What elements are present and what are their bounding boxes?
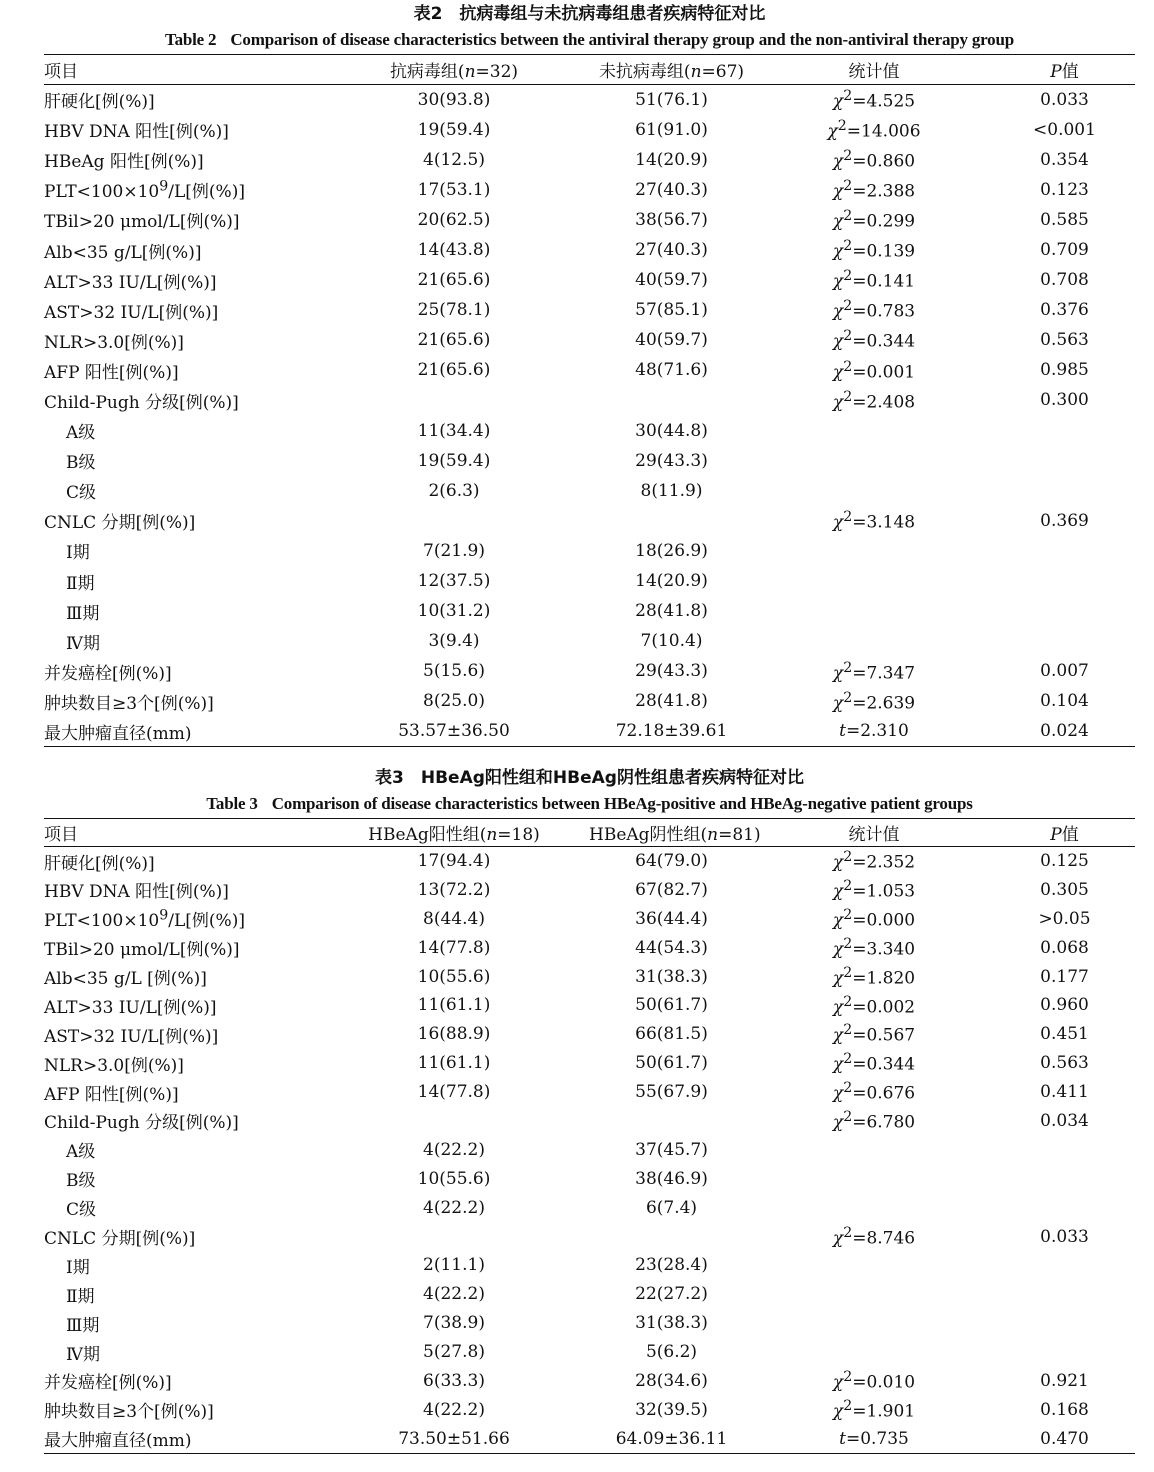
p-value: 0.563 xyxy=(1040,330,1089,351)
row-label: $PLT<100\times 10^9/L$[例(%)] xyxy=(44,907,245,932)
table-row xyxy=(44,847,1135,876)
group1-value: 12(37.5) xyxy=(417,571,491,592)
p-value: <0.001 xyxy=(1033,119,1096,140)
row-label: Ⅲ期 xyxy=(66,1315,100,1336)
row-label: CNLC 分期[例(%)] xyxy=(44,513,196,534)
table-row xyxy=(44,686,1135,716)
p-value xyxy=(994,1193,1135,1222)
statistic-value: $\chi^2=4.525$ xyxy=(832,87,916,112)
group1-value: 14(43.8) xyxy=(417,240,491,261)
statistic-value: $\chi^2=8.746$ xyxy=(832,1224,916,1249)
statistic-value xyxy=(754,536,994,566)
group1-value xyxy=(319,506,589,536)
table-row xyxy=(44,446,1135,476)
group1-value: 14(77.8) xyxy=(417,937,491,958)
group2-value: 7(10.4) xyxy=(640,631,703,652)
table-row xyxy=(44,536,1135,566)
p-value: 0.033 xyxy=(1040,89,1089,110)
row-label: Ⅱ期 xyxy=(66,573,95,594)
table2-label: Table 2 xyxy=(165,30,217,49)
statistic-value: $\chi^2=2.352$ xyxy=(832,849,916,874)
statistic-value xyxy=(754,1135,994,1164)
table-row xyxy=(44,175,1135,205)
p-value: 0.451 xyxy=(1040,1024,1089,1045)
table-row xyxy=(44,904,1135,933)
statistic-value: $\chi^2=1.053$ xyxy=(832,878,916,902)
table-row xyxy=(44,1338,1135,1367)
group1-value xyxy=(319,1222,589,1251)
group1-value: 4(22.2) xyxy=(423,1284,485,1305)
group1-value: 3(9.4) xyxy=(428,631,480,652)
group1-value: 11(61.1) xyxy=(417,1053,491,1074)
row-label: $PLT<100\times 10^9/L$[例(%)] xyxy=(44,178,245,203)
group2-value: 61(91.0) xyxy=(635,119,708,140)
p-value xyxy=(994,416,1135,446)
table2-header-item: 项目 xyxy=(44,62,78,82)
table3-label: Table 3 xyxy=(206,794,258,813)
table-row xyxy=(44,1424,1135,1453)
p-value: 0.300 xyxy=(1040,390,1089,411)
row-label: Ⅳ期 xyxy=(66,633,100,654)
table-row xyxy=(44,1193,1135,1222)
statistic-value: $\chi^2=0.001$ xyxy=(832,358,916,383)
table2-header-non-antiviral: 未抗病毒组(n=67) xyxy=(598,62,745,82)
p-value xyxy=(994,1309,1135,1338)
table-row xyxy=(44,1078,1135,1107)
statistic-value: $\chi^2=0.344$ xyxy=(832,1051,916,1075)
row-label: HBV DNA 阳性[例(%)] xyxy=(44,122,229,143)
group1-value: 4(22.2) xyxy=(423,1399,485,1420)
row-label: 最大肿瘤直径(mm) xyxy=(44,723,192,744)
group2-value: 57(85.1) xyxy=(635,300,708,321)
group1-value: 10(55.6) xyxy=(417,1168,491,1189)
row-label: TBil>20 μmol/L[例(%)] xyxy=(44,940,240,961)
statistic-value: $\chi^2=0.010$ xyxy=(832,1369,916,1393)
row-label: ALT>33 IU/L[例(%)] xyxy=(44,272,217,293)
statistic-value: $\chi^2=0.002$ xyxy=(832,993,916,1018)
group2-value: 5(6.2) xyxy=(645,1342,698,1363)
group2-value: 18(26.9) xyxy=(635,540,708,561)
p-value xyxy=(994,626,1135,656)
p-value: >0.05 xyxy=(1038,908,1091,929)
p-value: 0.369 xyxy=(1040,510,1089,531)
group1-value: 4(22.2) xyxy=(423,1139,485,1160)
group1-value: 7(38.9) xyxy=(423,1313,485,1334)
table-row xyxy=(44,115,1135,145)
table2-section xyxy=(44,2,1135,747)
table-row xyxy=(44,1135,1135,1164)
group2-value: 67(82.7) xyxy=(635,879,708,900)
group2-value: 6(7.4) xyxy=(645,1197,698,1218)
table-row xyxy=(44,566,1135,596)
row-label: B级 xyxy=(66,453,96,474)
group1-value: 25(78.1) xyxy=(417,300,491,321)
group2-value: 38(56.7) xyxy=(635,209,708,230)
statistic-value: $\chi^2=0.676$ xyxy=(832,1080,916,1104)
table-row xyxy=(44,1020,1135,1049)
p-value: 0.033 xyxy=(1040,1226,1089,1247)
row-label: NLR>3.0[例(%)] xyxy=(44,332,184,353)
statistic-value: $\chi^2=1.901$ xyxy=(832,1398,916,1422)
row-label: Alb<35 g/L[例(%)] xyxy=(44,242,202,263)
table2-body xyxy=(44,85,1135,747)
table-row xyxy=(44,85,1135,115)
group1-value: 14(77.8) xyxy=(417,1082,491,1103)
p-value xyxy=(994,566,1135,596)
group2-value: 31(38.3) xyxy=(635,1313,708,1334)
table-row xyxy=(44,506,1135,536)
table2-header-p-value: P值 xyxy=(1050,62,1079,82)
group2-value: 50(61.7) xyxy=(635,1053,708,1074)
group1-value xyxy=(319,385,589,415)
row-label: 肿块数目≥3个[例(%)] xyxy=(44,693,214,714)
group1-value: 17(94.4) xyxy=(417,851,491,872)
p-value xyxy=(994,446,1135,476)
table-row xyxy=(44,656,1135,686)
table2 xyxy=(44,54,1135,747)
p-value: 0.960 xyxy=(1040,995,1089,1016)
table-row xyxy=(44,416,1135,446)
table3-body xyxy=(44,847,1135,1454)
group2-value: 36(44.4) xyxy=(635,908,708,929)
group2-value: 64(79.0) xyxy=(635,851,708,872)
group2-value: 40(59.7) xyxy=(635,330,708,351)
row-label: A级 xyxy=(66,1142,96,1163)
row-label: B级 xyxy=(66,1171,96,1192)
row-label: TBil>20 μmol/L[例(%)] xyxy=(44,212,240,233)
table3-caption-en xyxy=(44,790,1135,818)
row-label: AFP 阳性[例(%)] xyxy=(44,362,179,383)
table-row xyxy=(44,355,1135,385)
table-row xyxy=(44,875,1135,904)
table-row xyxy=(44,385,1135,415)
group1-value: 19(59.4) xyxy=(417,450,491,471)
group1-value: 11(61.1) xyxy=(417,995,491,1016)
p-value: 0.563 xyxy=(1040,1053,1089,1074)
p-value: 0.177 xyxy=(1040,966,1089,987)
table-row xyxy=(44,1395,1135,1424)
group2-value: 31(38.3) xyxy=(635,966,708,987)
group1-value: 5(27.8) xyxy=(423,1342,485,1363)
group2-value: 8(11.9) xyxy=(640,480,703,501)
table-row xyxy=(44,476,1135,506)
group2-value: 44(54.3) xyxy=(635,937,708,958)
group1-value: 10(31.2) xyxy=(417,601,491,622)
statistic-value xyxy=(754,1164,994,1193)
group2-value xyxy=(589,506,754,536)
p-value xyxy=(994,1135,1135,1164)
statistic-value: $\chi^2=2.639$ xyxy=(832,689,916,714)
table2-caption-cn: 表2 抗病毒组与未抗病毒组患者疾病特征对比 xyxy=(413,4,766,24)
group2-value: 14(20.9) xyxy=(635,149,708,170)
table-row xyxy=(44,1164,1135,1193)
group1-value: 19(59.4) xyxy=(417,119,491,140)
statistic-value xyxy=(754,1193,994,1222)
statistic-value: $\chi^2=1.820$ xyxy=(832,964,916,989)
table3-header-hbeag-negative: HBeAg阴性组(n=81) xyxy=(589,825,761,845)
row-label: Ⅰ期 xyxy=(66,543,90,564)
group1-value: 73.50±51.66 xyxy=(398,1428,510,1449)
group1-value: 17(53.1) xyxy=(417,179,491,200)
statistic-value: t=2.310 xyxy=(839,721,909,742)
group2-value: 38(46.9) xyxy=(635,1168,708,1189)
p-value xyxy=(994,596,1135,626)
p-value: 0.168 xyxy=(1040,1399,1089,1420)
p-value: 0.104 xyxy=(1040,691,1089,712)
p-value: 0.123 xyxy=(1040,179,1089,200)
p-value: 0.068 xyxy=(1040,937,1089,958)
group1-value: 30(93.8) xyxy=(417,89,491,110)
p-value xyxy=(994,536,1135,566)
statistic-value: $\chi^2=0.141$ xyxy=(832,268,916,292)
p-value: 0.305 xyxy=(1040,879,1089,900)
group2-value: 37(45.7) xyxy=(635,1139,708,1160)
group2-value: 50(61.7) xyxy=(635,995,708,1016)
row-label: Ⅳ期 xyxy=(66,1344,100,1365)
group2-value: 14(20.9) xyxy=(635,571,708,592)
group1-value: 10(55.6) xyxy=(417,966,491,987)
group2-value xyxy=(589,1222,754,1251)
p-value xyxy=(994,1251,1135,1280)
table3-header-hbeag-positive: HBeAg阳性组(n=18) xyxy=(368,825,540,845)
row-label: 并发癌栓[例(%)] xyxy=(44,663,172,684)
row-label: Child-Pugh 分级[例(%)] xyxy=(44,1113,239,1134)
statistic-value xyxy=(754,596,994,626)
table-row xyxy=(44,295,1135,325)
statistic-value: $\chi^2=6.780$ xyxy=(832,1109,916,1133)
p-value xyxy=(994,476,1135,506)
statistic-value xyxy=(754,626,994,656)
row-label: NLR>3.0[例(%)] xyxy=(44,1055,184,1076)
group1-value: 8(44.4) xyxy=(423,908,485,929)
row-label: Alb<35 g/L [例(%)] xyxy=(44,969,207,989)
p-value: 0.585 xyxy=(1040,209,1089,230)
table-row xyxy=(44,991,1135,1020)
table-row xyxy=(44,962,1135,991)
p-value: 0.125 xyxy=(1040,851,1089,872)
statistic-value: t=0.735 xyxy=(839,1428,909,1449)
row-label: 肿块数目≥3个[例(%)] xyxy=(44,1402,214,1423)
row-label: Ⅱ期 xyxy=(66,1286,95,1307)
group2-value: 48(71.6) xyxy=(635,360,708,381)
group1-value: 21(65.6) xyxy=(417,360,491,381)
group2-value: 28(41.8) xyxy=(635,691,708,712)
row-label: 肝硬化[例(%)] xyxy=(44,92,155,113)
table2-caption-en-text: Comparison of disease characteristics between the antiviral therapy group and the non-antiviral therapy group xyxy=(230,30,1014,49)
group1-value: 4(22.2) xyxy=(423,1197,485,1218)
group1-value: 13(72.2) xyxy=(417,879,491,900)
statistic-value xyxy=(754,1309,994,1338)
group2-value: 32(39.5) xyxy=(635,1399,708,1420)
group1-value xyxy=(319,1107,589,1136)
statistic-value: $\chi^2=2.388$ xyxy=(832,178,916,202)
statistic-value xyxy=(754,566,994,596)
statistic-value: $\chi^2=0.000$ xyxy=(832,906,916,931)
statistic-value: $\chi^2=14.006$ xyxy=(827,117,921,142)
p-value: 0.354 xyxy=(1040,149,1089,170)
p-value: 0.024 xyxy=(1040,721,1089,742)
table-row xyxy=(44,325,1135,355)
table-row xyxy=(44,626,1135,656)
group1-value: 21(65.6) xyxy=(417,330,491,351)
p-value: 0.470 xyxy=(1040,1428,1089,1449)
row-label: 并发癌栓[例(%)] xyxy=(44,1373,172,1394)
p-value xyxy=(994,1338,1135,1367)
group2-value: 64.09±36.11 xyxy=(615,1428,728,1449)
table3-header-statistic: 统计值 xyxy=(848,825,900,845)
table2-caption-en xyxy=(44,26,1135,54)
group1-value: 5(15.6) xyxy=(423,661,485,682)
statistic-value: $\chi^2=0.344$ xyxy=(832,328,916,353)
p-value: 0.007 xyxy=(1040,661,1089,682)
p-value: 0.708 xyxy=(1040,270,1089,291)
row-label: HBeAg 阳性[例(%)] xyxy=(44,152,204,173)
group1-value: 53.57±36.50 xyxy=(398,721,510,742)
table2-header-antiviral: 抗病毒组(n=32) xyxy=(389,62,519,82)
row-label: Ⅲ期 xyxy=(66,603,100,624)
group2-value: 22(27.2) xyxy=(635,1284,708,1305)
group2-value: 30(44.8) xyxy=(635,420,708,441)
table-row xyxy=(44,265,1135,295)
group2-value: 28(41.8) xyxy=(635,601,708,622)
group2-value: 28(34.6) xyxy=(635,1370,708,1391)
group2-value: 29(43.3) xyxy=(635,450,708,471)
row-label: C级 xyxy=(66,483,97,504)
group2-value: 29(43.3) xyxy=(635,661,708,682)
row-label: AST>32 IU/L[例(%)] xyxy=(44,302,219,323)
table2-header-row xyxy=(44,55,1135,85)
group1-value: 16(88.9) xyxy=(417,1024,491,1045)
p-value xyxy=(994,1164,1135,1193)
table-row xyxy=(44,1107,1135,1136)
row-label: AST>32 IU/L[例(%)] xyxy=(44,1026,219,1047)
group2-value: 51(76.1) xyxy=(635,89,708,110)
statistic-value xyxy=(754,416,994,446)
statistic-value xyxy=(754,1338,994,1367)
group2-value xyxy=(589,385,754,415)
group2-value: 40(59.7) xyxy=(635,270,708,291)
group1-value: 7(21.9) xyxy=(423,540,485,561)
table-row xyxy=(44,235,1135,265)
p-value: 0.921 xyxy=(1040,1370,1089,1391)
table-row xyxy=(44,1280,1135,1309)
statistic-value xyxy=(754,446,994,476)
row-label: ALT>33 IU/L[例(%)] xyxy=(44,997,217,1018)
statistic-value: $\chi^2=0.299$ xyxy=(832,208,916,232)
group2-value: 72.18±39.61 xyxy=(615,721,728,742)
group1-value: 21(65.6) xyxy=(417,270,491,291)
group1-value: 8(25.0) xyxy=(423,691,485,712)
group1-value: 11(34.4) xyxy=(417,420,491,441)
table3-header-row xyxy=(44,819,1135,847)
table-row xyxy=(44,1309,1135,1338)
group1-value: 2(6.3) xyxy=(428,480,480,501)
table3-header-item: 项目 xyxy=(44,825,78,845)
table3 xyxy=(44,818,1135,1454)
row-label: HBV DNA 阳性[例(%)] xyxy=(44,882,229,903)
row-label: C级 xyxy=(66,1200,97,1221)
table3-caption-cn: 表3 HBeAg阳性组和HBeAg阴性组患者疾病特征对比 xyxy=(375,768,804,788)
table-row xyxy=(44,145,1135,175)
statistic-value: $\chi^2=7.347$ xyxy=(832,659,916,684)
table2-header-statistic: 统计值 xyxy=(848,62,900,82)
row-label: Child-Pugh 分级[例(%)] xyxy=(44,392,239,413)
table-row xyxy=(44,1049,1135,1078)
table3-section xyxy=(44,766,1135,1454)
statistic-value: $\chi^2=0.139$ xyxy=(832,238,916,262)
row-label: CNLC 分期[例(%)] xyxy=(44,1229,196,1250)
statistic-value: $\chi^2=0.783$ xyxy=(832,298,916,323)
group1-value: 2(11.1) xyxy=(423,1255,485,1276)
row-label: Ⅰ期 xyxy=(66,1257,90,1278)
group1-value: 4(12.5) xyxy=(423,149,485,170)
table3-caption-en-text: Comparison of disease characteristics between HBeAg-positive and HBeAg-negative patient groups xyxy=(271,794,973,813)
statistic-value: $\chi^2=3.340$ xyxy=(832,935,916,960)
statistic-value: $\chi^2=0.860$ xyxy=(832,147,916,172)
p-value: 0.985 xyxy=(1040,360,1089,381)
statistic-value: $\chi^2=2.408$ xyxy=(832,388,916,413)
table-row xyxy=(44,1222,1135,1251)
group1-value: 20(62.5) xyxy=(417,209,491,230)
table-row xyxy=(44,1367,1135,1396)
group2-value: 66(81.5) xyxy=(635,1024,708,1045)
group2-value: 27(40.3) xyxy=(635,179,708,200)
p-value: 0.709 xyxy=(1040,240,1089,261)
group2-value: 55(67.9) xyxy=(635,1082,708,1103)
statistic-value xyxy=(754,476,994,506)
statistic-value xyxy=(754,1280,994,1309)
group2-value xyxy=(589,1107,754,1136)
table-row xyxy=(44,205,1135,235)
statistic-value: $\chi^2=0.567$ xyxy=(832,1022,916,1047)
table-row xyxy=(44,596,1135,626)
table3-header-p-value: P值 xyxy=(1050,825,1079,845)
row-label: A级 xyxy=(66,423,96,444)
group2-value: 23(28.4) xyxy=(635,1255,708,1276)
table-row xyxy=(44,716,1135,746)
row-label: AFP 阳性[例(%)] xyxy=(44,1084,179,1105)
row-label: 最大肿瘤直径(mm) xyxy=(44,1431,192,1451)
group1-value: 6(33.3) xyxy=(423,1370,485,1391)
statistic-value xyxy=(754,1251,994,1280)
row-label: 肝硬化[例(%)] xyxy=(44,853,155,874)
table-row xyxy=(44,1251,1135,1280)
p-value: 0.376 xyxy=(1040,300,1089,321)
table-row xyxy=(44,933,1135,962)
group2-value: 27(40.3) xyxy=(635,240,708,261)
p-value: 0.034 xyxy=(1040,1110,1089,1131)
p-value: 0.411 xyxy=(1040,1082,1089,1103)
statistic-value: $\chi^2=3.148$ xyxy=(832,509,916,533)
p-value xyxy=(994,1280,1135,1309)
